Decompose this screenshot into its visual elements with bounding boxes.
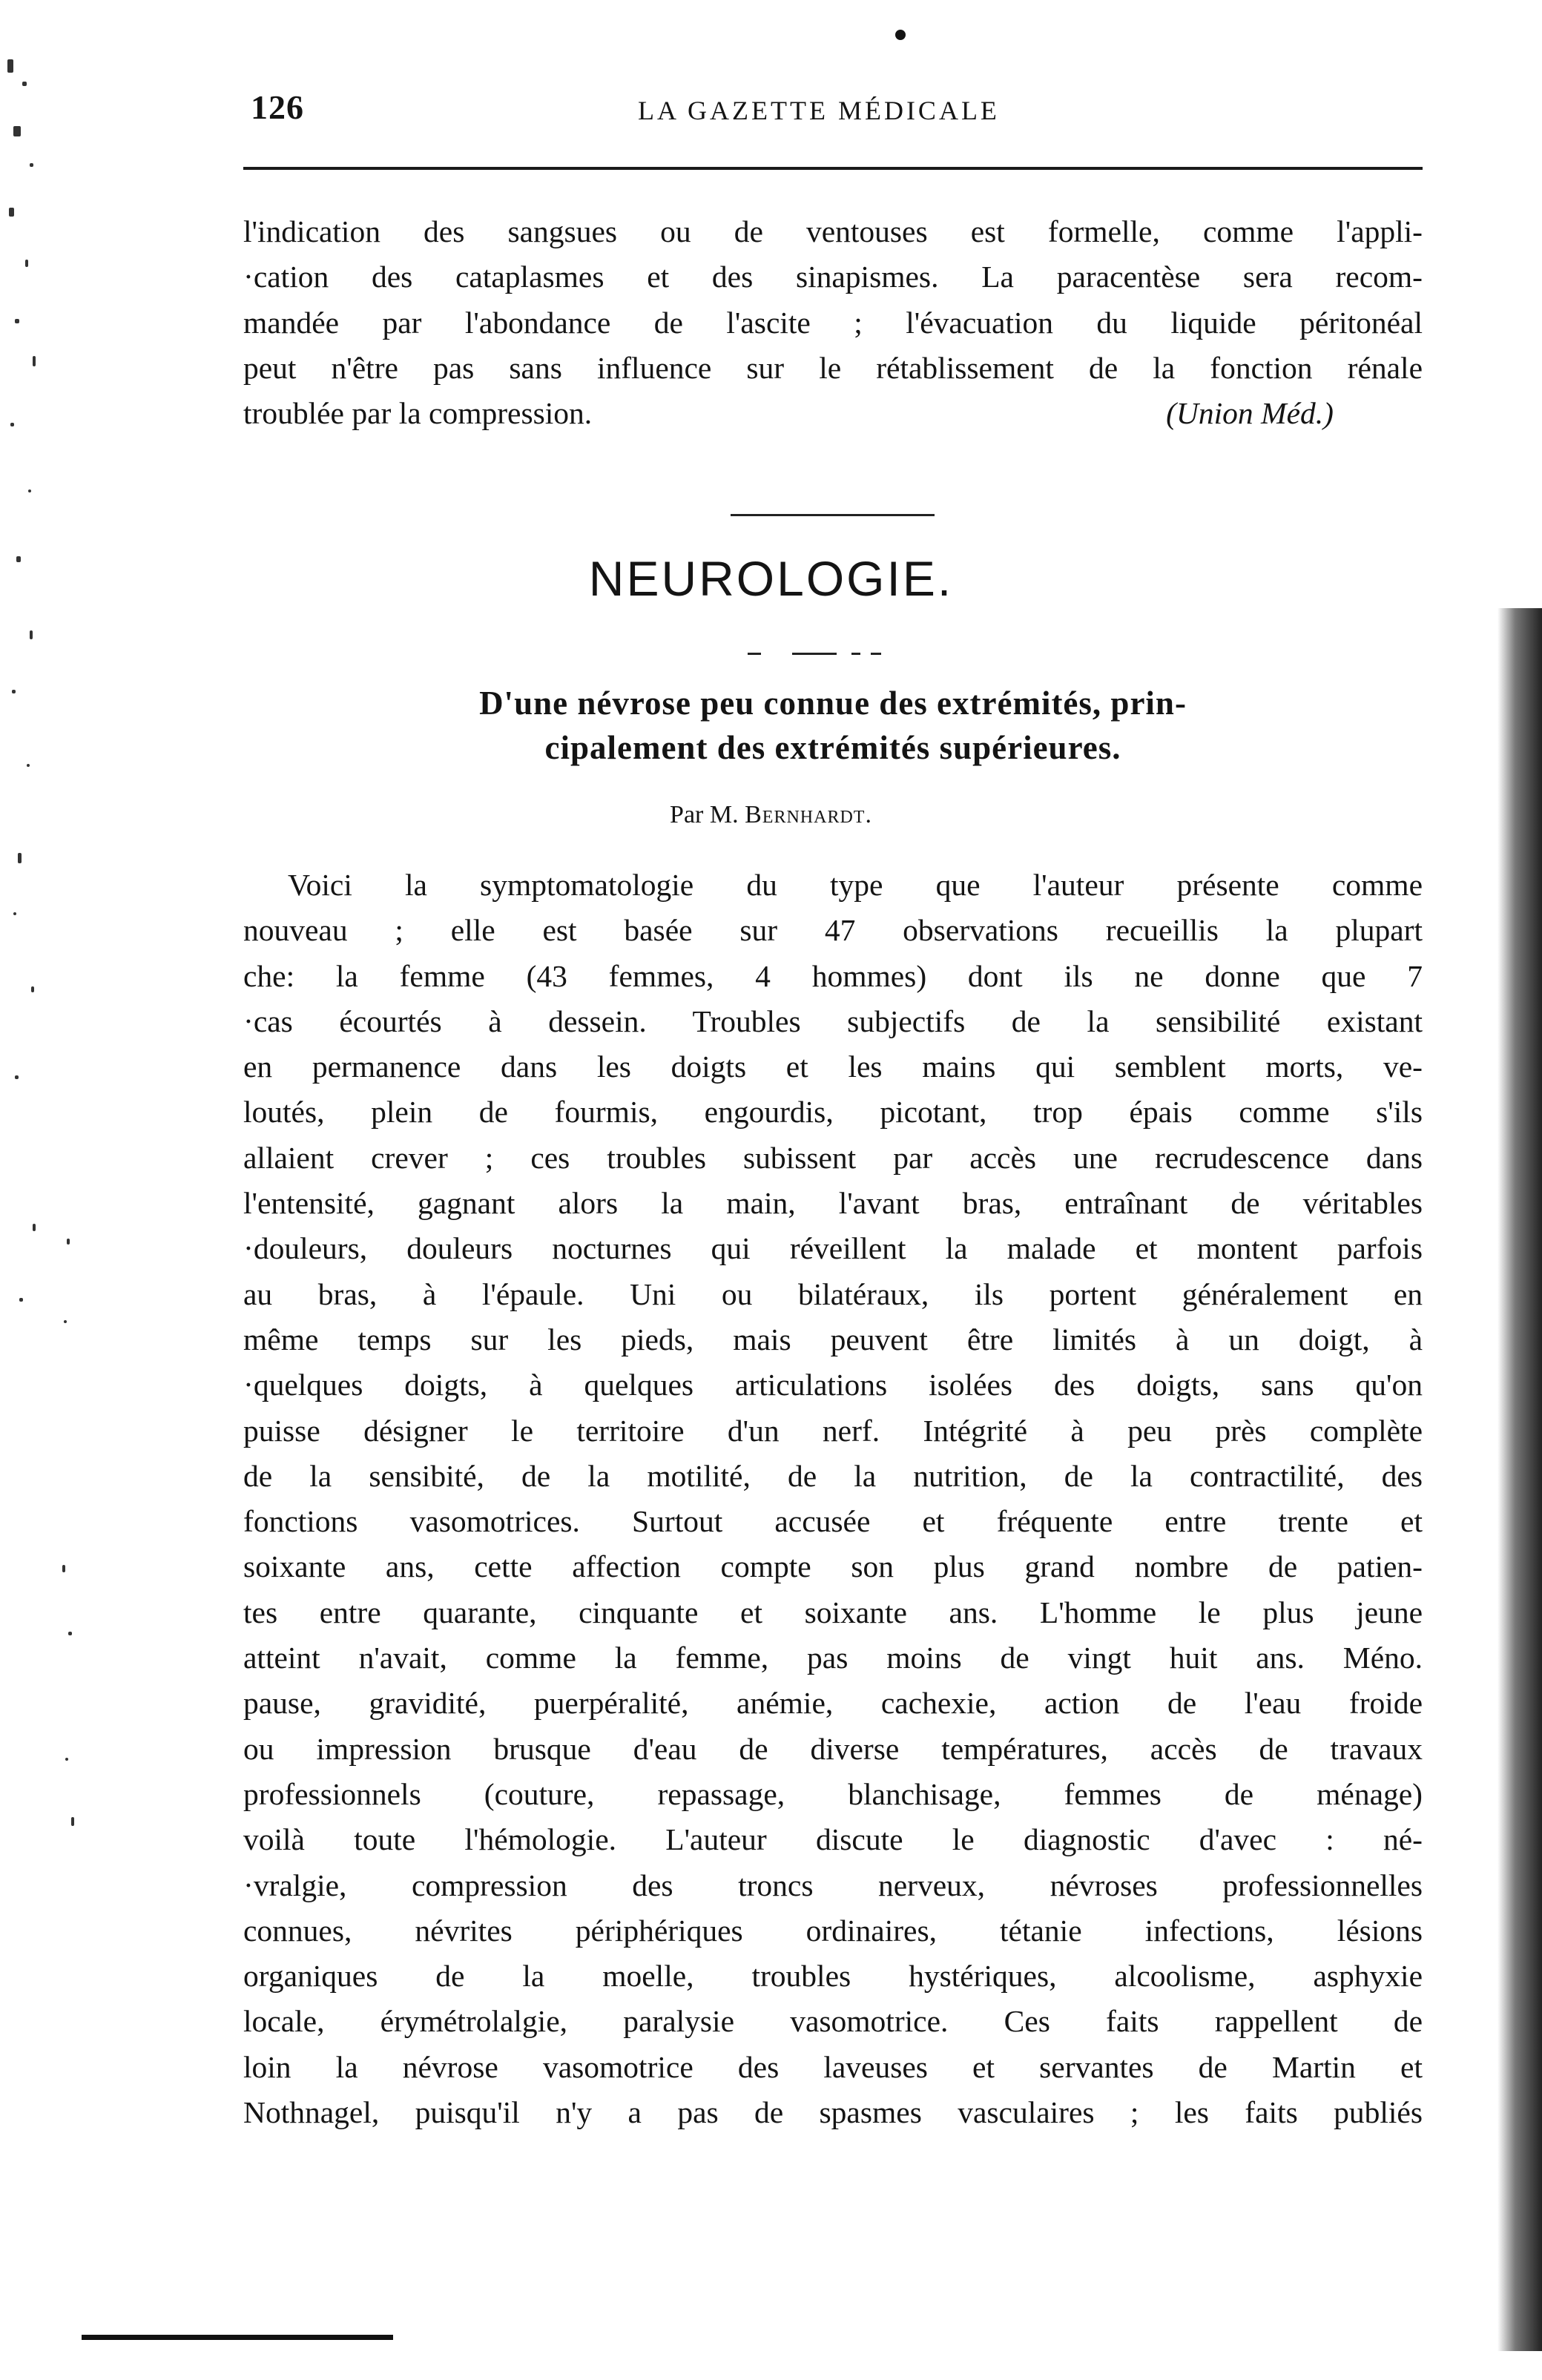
text-line: voilà toute l'hémologie. L'auteur discute le diagnostic d'avec : né- — [243, 1822, 1423, 1857]
scan-speck — [30, 163, 33, 167]
text-line: tes entre quarante, cinquante et soixante ans. L'homme le plus jeune — [243, 1595, 1423, 1629]
text-line: organiques de la moelle, troubles hystériques, alcoolisme, asphyxie — [243, 1959, 1423, 1994]
scan-speck — [15, 1075, 19, 1079]
text-line: locale, érymétrolalgie, paralysie vasomotrice. Ces faits rappellent de — [243, 2004, 1423, 2039]
article-title-line: D'une névrose peu connue des extrémités, prin- — [479, 685, 1187, 722]
running-title: LA GAZETTE MÉDICALE — [638, 96, 1000, 125]
text-line: ·vralgie, compression des troncs nerveux, névroses professionnelles — [243, 1868, 1423, 1902]
scan-speck — [71, 1817, 74, 1826]
scan-speck — [67, 1239, 70, 1245]
scan-speck — [64, 1320, 67, 1323]
scan-speck — [62, 1565, 65, 1572]
scan-speck — [65, 1758, 68, 1761]
scan-speck — [12, 690, 16, 693]
text-line: ·cation des cataplasmes et des sinapismes. La paracentèse sera recom- — [243, 260, 1423, 294]
page-edge-shadow — [1497, 608, 1542, 2351]
text-line: connues, névrites périphériques ordinaires, tétanie infections, lésions — [243, 1913, 1423, 1948]
text-line: puisse désigner le territoire d'un nerf. Intégrité à peu près complète — [243, 1413, 1423, 1448]
text-line: loutés, plein de fourmis, engourdis, picotant, trop épais comme s'ils — [243, 1095, 1423, 1130]
text-line: mandée par l'abondance de l'ascite ; l'évacuation du liquide péritonéal — [243, 305, 1423, 340]
text-line: atteint n'avait, comme la femme, pas moins de vingt huit ans. Méno. — [243, 1641, 1423, 1675]
text-line: même temps sur les pieds, mais peuvent être limités à un doigt, à — [243, 1322, 1423, 1357]
scan-speck — [13, 126, 21, 136]
text-line: de la sensibité, de la motilité, de la nutrition, de la contractilité, des — [243, 1458, 1423, 1493]
text-line: troublée par la compression. — [243, 396, 593, 431]
previous-article-text — [243, 209, 1423, 436]
scan-speck — [25, 260, 28, 267]
scan-speck — [7, 59, 13, 73]
scan-speck — [30, 630, 33, 639]
scan-speck — [31, 986, 34, 992]
source-reference: (Union Méd.) — [1166, 396, 1334, 431]
scan-speck — [27, 764, 30, 767]
scan-speck — [33, 1224, 36, 1231]
article-title-line: cipalement des extrémités supérieures. — [544, 729, 1121, 766]
bottom-binding-mark — [82, 2335, 393, 2340]
header-rule — [243, 167, 1423, 170]
text-line: au bras, à l'épaule. Uni ou bilatéraux, ils portent généralement en — [243, 1276, 1423, 1311]
text-line: pause, gravidité, puerpéralité, anémie, cachexie, action de l'eau froide — [243, 1686, 1423, 1721]
article-title — [243, 681, 1423, 770]
byline-prefix: Par M. — [670, 801, 739, 828]
scan-speck — [22, 82, 27, 86]
text-line: ·quelques doigts, à quelques articulations isolées des doigts, sans qu'on — [243, 1368, 1423, 1402]
text-line: soixante ans, cette affection compte son plus grand nombre de patien- — [243, 1549, 1423, 1584]
scan-speck — [28, 489, 31, 492]
scan-speck — [68, 1632, 72, 1635]
text-line: ou impression brusque d'eau de diverse températures, accès de travaux — [243, 1731, 1423, 1766]
text-line: fonctions vasomotrices. Surtout accusée et fréquente entre trente et — [243, 1504, 1423, 1539]
byline — [0, 801, 1542, 829]
text-line: peut n'être pas sans influence sur le rétablissement de la fonction rénale — [243, 350, 1423, 385]
margin-noise — [0, 37, 96, 1817]
scan-speck — [15, 319, 19, 323]
scan-speck — [13, 912, 16, 915]
text-line: allaient crever ; ces troubles subissent par accès une recrudescence dans — [243, 1140, 1423, 1175]
author-name: Bernhardt. — [745, 801, 872, 828]
closing-line — [243, 391, 1423, 436]
printer-dot — [895, 30, 906, 40]
text-line: professionnels (couture, repassage, blanchisage, femmes de ménage) — [243, 1776, 1423, 1811]
text-line: en permanence dans les doigts et les mains qui semblent morts, ve- — [243, 1049, 1423, 1084]
article-body — [243, 863, 1423, 2135]
text-line: nouveau ; elle est basée sur 47 observations recueillis la plupart — [243, 913, 1423, 948]
text-line: ·douleurs, douleurs nocturnes qui réveillent la malade et montent parfois — [243, 1231, 1423, 1266]
title-ornament — [748, 653, 881, 655]
scan-speck — [9, 208, 14, 217]
section-title: NEUROLOGIE. — [588, 551, 954, 606]
text-line: ·cas écourtés à dessein. Troubles subjectifs de la sensibilité existant — [243, 1003, 1423, 1038]
scan-speck — [10, 423, 14, 426]
scan-speck — [18, 853, 22, 863]
section-separator — [731, 514, 935, 516]
text-line: Nothnagel, puisqu'il n'y a pas de spasmes vasculaires ; les faits publiés — [243, 2095, 1423, 2130]
page-number: 126 — [251, 88, 304, 126]
text-line: Voici la symptomatologie du type que l'auteur présente comme — [288, 868, 1423, 902]
text-line: loin la névrose vasomotrice des laveuses et servantes de Martin et — [243, 2049, 1423, 2084]
text-line: che: la femme (43 femmes, 4 hommes) dont ils ne donne que 7 — [243, 958, 1423, 993]
text-line: l'entensité, gagnant alors la main, l'avant bras, entraînant de véritables — [243, 1186, 1423, 1221]
text-line: l'indication des sangsues ou de ventouses est formelle, comme l'appli- — [243, 214, 1423, 248]
scan-speck — [19, 1298, 23, 1302]
scan-speck — [33, 356, 36, 366]
